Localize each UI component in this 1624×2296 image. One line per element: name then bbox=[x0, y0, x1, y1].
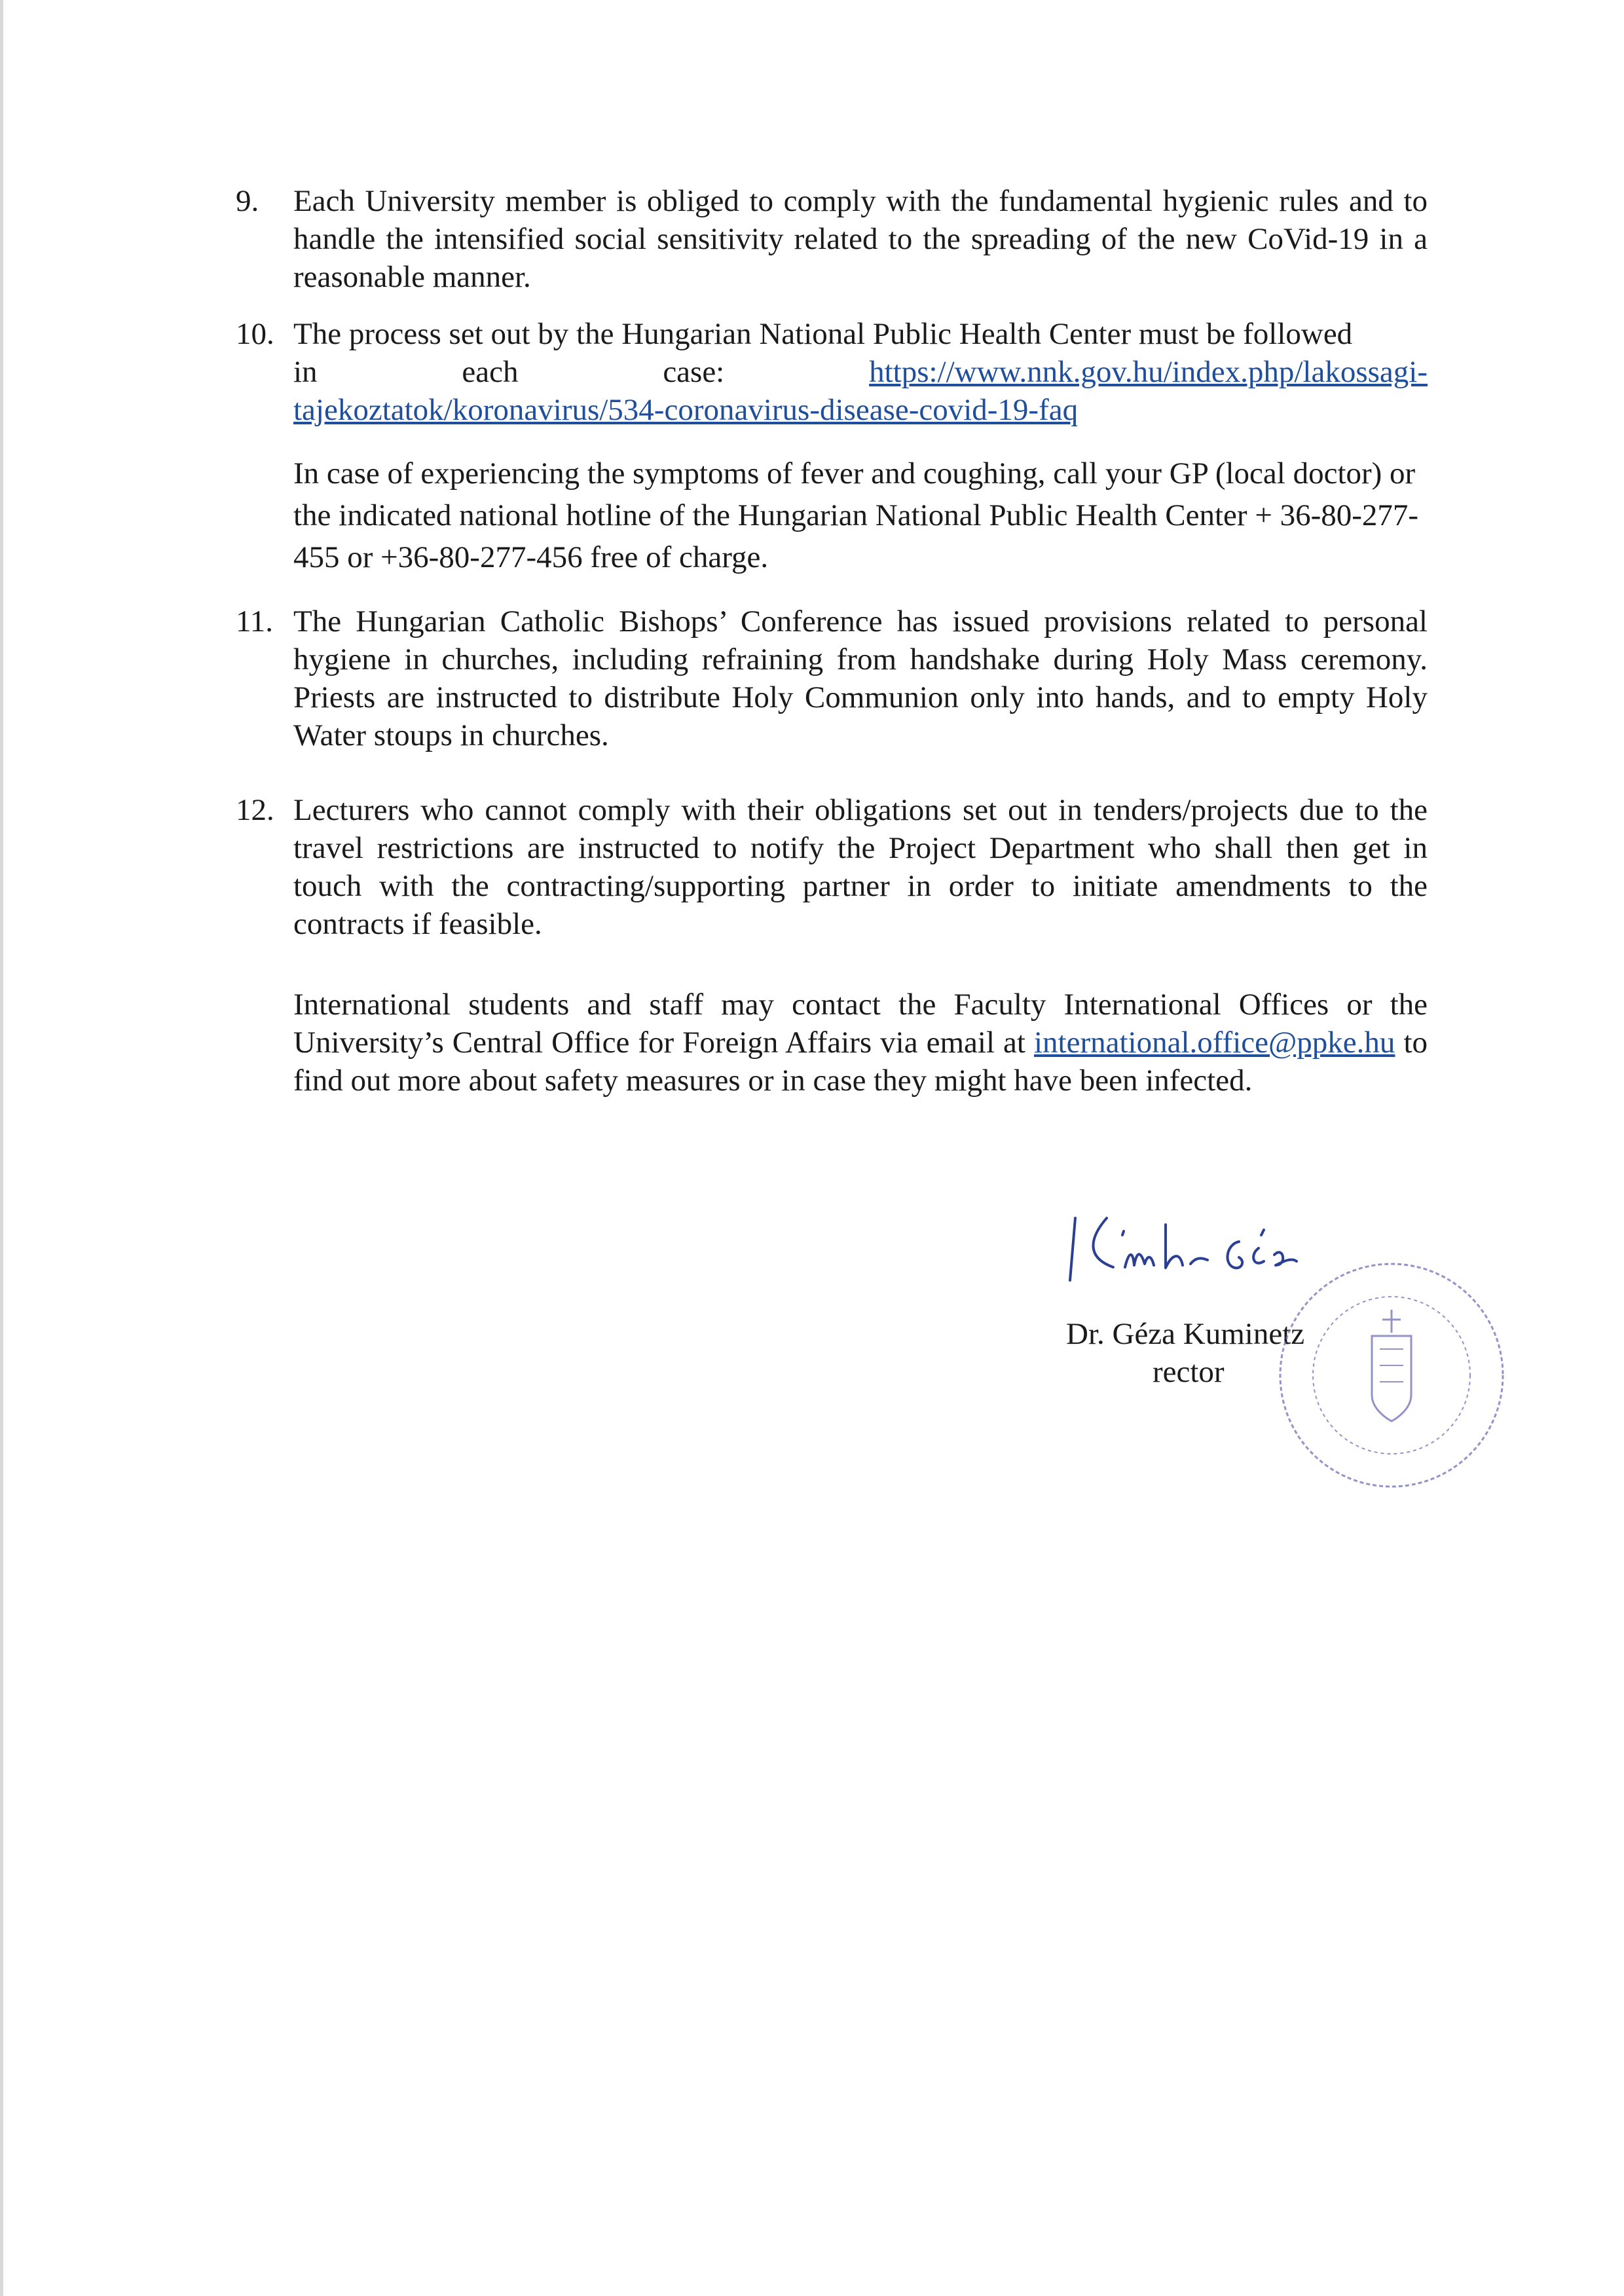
signatory-title: rector bbox=[1153, 1355, 1225, 1389]
university-seal-stamp bbox=[1267, 1251, 1516, 1500]
item-number: 9. bbox=[236, 184, 259, 218]
signature-block bbox=[1035, 1205, 1559, 1546]
closing-text-end: to find out more about safety measures or in case they might have been infected. bbox=[293, 1026, 1428, 1098]
item-text: The process set out by the Hungarian National Public Health Center must be followed bbox=[293, 317, 1353, 351]
item-text: Lecturers who cannot comply with their obligations set out in tenders/projects due to the travel restrictions are instructed to notify the Project Department who shall then get in touch with the contracting/supporting partner in order to initiate amendments to the contracts if feasible. bbox=[293, 793, 1428, 941]
item-text: Each University member is obliged to comply with the fundamental hygienic rules and to handle the intensified social sensitivity related to the spreading of the new CoVid-19 in a reasonable manner. bbox=[293, 184, 1428, 294]
item-note: In case of experiencing the symptoms of fever and coughing, call your GP (local doctor) or the indicated national hotline of the Hungarian National Public Health Center + 36-80-277-455 or +36-80-277-456 free of charge. bbox=[293, 456, 1419, 574]
email-link[interactable]: international.office@ppke.hu bbox=[1034, 1026, 1395, 1060]
item-link-line bbox=[293, 353, 1428, 391]
item-text: The Hungarian Catholic Bishops’ Conference has issued provisions related to personal hygiene in churches, including refraining from handshake during Holy Mass ceremony. Priests are instructed to distribute Holy Communion only into hands, and to empty Holy Water stoups in churches. bbox=[293, 604, 1428, 752]
item-number: 11. bbox=[236, 604, 274, 639]
signatory-name: Dr. Géza Kuminetz bbox=[1066, 1317, 1305, 1351]
word: each bbox=[462, 355, 519, 389]
list-item-11 bbox=[236, 602, 1428, 754]
item-number: 12. bbox=[236, 793, 274, 827]
nnk-link-continuation[interactable]: tajekoztatok/koronavirus/534-coronavirus-disease-covid-19-faq bbox=[293, 393, 1079, 427]
item-number: 10. bbox=[236, 317, 274, 351]
word: case: bbox=[663, 355, 725, 389]
word: in bbox=[293, 355, 318, 389]
closing-text: International students and staff may contact the Faculty International Offices or the University’s Central Office for Foreign Affairs via email at bbox=[293, 988, 1428, 1060]
nnk-link[interactable]: https://www.nnk.gov.hu/index.php/lakossagi- bbox=[869, 355, 1428, 389]
list-item-12 bbox=[236, 791, 1428, 943]
scan-edge bbox=[0, 0, 3, 2296]
closing-paragraph bbox=[293, 986, 1428, 1100]
list-item-10 bbox=[236, 315, 1428, 578]
list-item-9 bbox=[236, 182, 1428, 296]
